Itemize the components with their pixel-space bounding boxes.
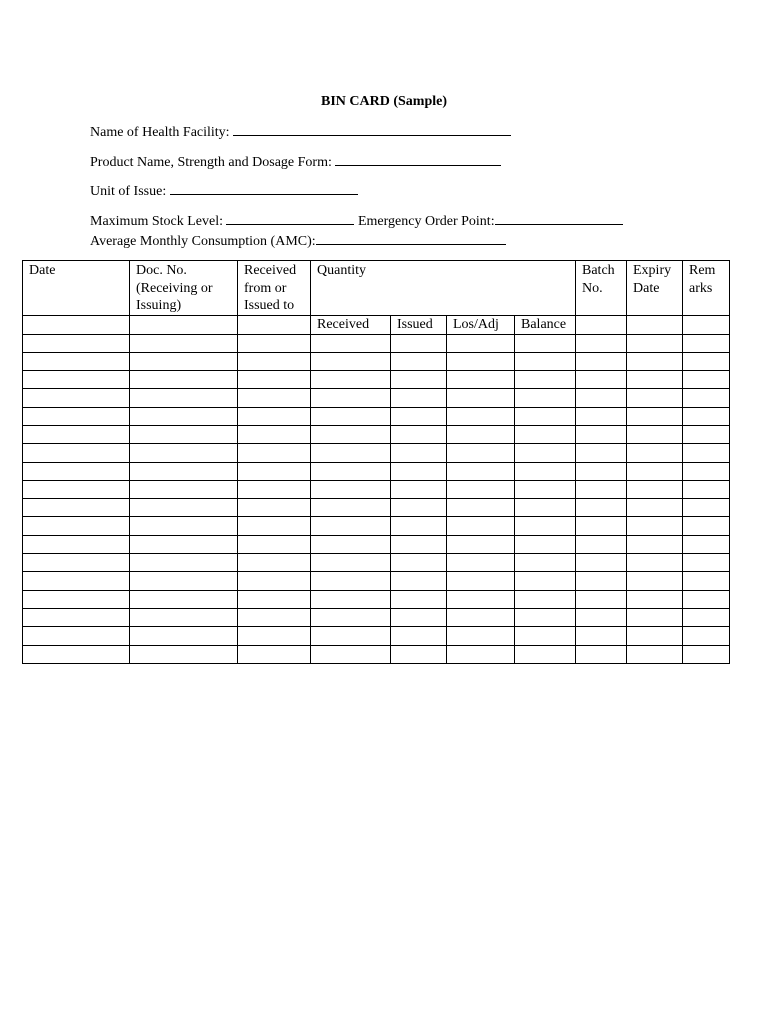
table-cell[interactable] — [627, 462, 683, 480]
table-cell[interactable] — [130, 480, 238, 498]
table-row — [23, 462, 730, 480]
table-cell[interactable] — [391, 334, 447, 352]
stock-level-field — [90, 211, 623, 231]
table-cell[interactable] — [683, 444, 730, 462]
table-cell[interactable] — [683, 572, 730, 590]
table-header-row — [23, 261, 730, 316]
table-cell[interactable] — [627, 554, 683, 572]
table-cell[interactable] — [311, 462, 391, 480]
table-cell[interactable] — [683, 608, 730, 626]
table-row — [23, 371, 730, 389]
table-cell[interactable] — [130, 499, 238, 517]
table-cell[interactable] — [576, 480, 627, 498]
table-cell[interactable] — [576, 554, 627, 572]
table-row — [23, 444, 730, 462]
max-stock-blank[interactable] — [226, 211, 354, 225]
table-cell[interactable] — [238, 407, 311, 425]
document-title: BIN CARD (Sample) — [321, 94, 447, 109]
table-cell[interactable] — [238, 371, 311, 389]
table-cell[interactable] — [311, 407, 391, 425]
table-cell[interactable] — [447, 608, 515, 626]
table-cell[interactable] — [683, 499, 730, 517]
header-received-from: Received from or Issued to — [238, 261, 311, 316]
table-cell[interactable] — [23, 645, 130, 663]
subheader-los-adj: Los/Adj — [447, 316, 515, 335]
table-cell[interactable] — [391, 535, 447, 553]
facility-label: Name of Health Facility: — [90, 125, 230, 140]
unit-field — [90, 181, 358, 201]
subheader-empty — [627, 316, 683, 335]
table-cell[interactable] — [130, 389, 238, 407]
table-cell[interactable] — [311, 352, 391, 370]
amc-blank[interactable] — [316, 231, 506, 245]
table-cell[interactable] — [447, 535, 515, 553]
table-row — [23, 645, 730, 663]
table-cell[interactable] — [683, 590, 730, 608]
table-cell[interactable] — [23, 352, 130, 370]
header-doc-no: Doc. No. (Receiving or Issuing) — [130, 261, 238, 316]
table-row — [23, 517, 730, 535]
table-cell[interactable] — [130, 590, 238, 608]
table-cell[interactable] — [391, 462, 447, 480]
unit-label: Unit of Issue: — [90, 184, 167, 199]
table-cell[interactable] — [627, 499, 683, 517]
table-cell[interactable] — [130, 425, 238, 443]
table-cell[interactable] — [23, 627, 130, 645]
table-cell[interactable] — [447, 645, 515, 663]
table-cell[interactable] — [683, 425, 730, 443]
table-cell[interactable] — [238, 645, 311, 663]
table-row — [23, 554, 730, 572]
table-row — [23, 535, 730, 553]
table-cell[interactable] — [130, 462, 238, 480]
table-cell[interactable] — [23, 590, 130, 608]
table-cell[interactable] — [391, 389, 447, 407]
table-cell[interactable] — [515, 334, 576, 352]
table-subheader-row — [23, 316, 730, 335]
table-cell[interactable] — [130, 444, 238, 462]
table-cell[interactable] — [238, 352, 311, 370]
table-cell[interactable] — [391, 425, 447, 443]
table-cell[interactable] — [576, 389, 627, 407]
facility-field — [90, 122, 511, 142]
table-row — [23, 590, 730, 608]
table-cell[interactable] — [627, 645, 683, 663]
table-cell[interactable] — [391, 645, 447, 663]
table-cell[interactable] — [130, 535, 238, 553]
table-cell[interactable] — [238, 462, 311, 480]
table-cell[interactable] — [515, 371, 576, 389]
emergency-label: Emergency Order Point: — [357, 214, 495, 229]
table-cell[interactable] — [515, 590, 576, 608]
table-cell[interactable] — [576, 517, 627, 535]
table-cell[interactable] — [683, 645, 730, 663]
table-cell[interactable] — [627, 572, 683, 590]
table-cell[interactable] — [311, 371, 391, 389]
table-cell[interactable] — [238, 590, 311, 608]
table-cell[interactable] — [391, 499, 447, 517]
product-blank[interactable] — [335, 152, 501, 166]
table-row — [23, 572, 730, 590]
table-cell[interactable] — [130, 572, 238, 590]
amc-label: Average Monthly Consumption (AMC): — [90, 234, 316, 249]
table-cell[interactable] — [576, 334, 627, 352]
table-cell[interactable] — [683, 535, 730, 553]
table-cell[interactable] — [311, 517, 391, 535]
table-cell[interactable] — [238, 425, 311, 443]
table-cell[interactable] — [515, 444, 576, 462]
table-body — [23, 334, 730, 663]
table-cell[interactable] — [515, 462, 576, 480]
header-remarks: Rem arks — [683, 261, 730, 316]
table-cell[interactable] — [683, 554, 730, 572]
table-cell[interactable] — [238, 444, 311, 462]
table-cell[interactable] — [627, 389, 683, 407]
table-row — [23, 334, 730, 352]
table-cell[interactable] — [447, 517, 515, 535]
table-cell[interactable] — [391, 371, 447, 389]
table-cell[interactable] — [683, 627, 730, 645]
table-cell[interactable] — [238, 535, 311, 553]
table-row — [23, 352, 730, 370]
table-cell[interactable] — [391, 608, 447, 626]
table-cell[interactable] — [627, 371, 683, 389]
unit-blank[interactable] — [170, 181, 358, 195]
emergency-blank[interactable] — [495, 211, 623, 225]
table-cell[interactable] — [627, 608, 683, 626]
table-cell[interactable] — [683, 462, 730, 480]
table-cell[interactable] — [311, 499, 391, 517]
table-cell[interactable] — [391, 407, 447, 425]
table-cell[interactable] — [576, 499, 627, 517]
table-cell[interactable] — [238, 334, 311, 352]
table-cell[interactable] — [576, 444, 627, 462]
table-cell[interactable] — [447, 425, 515, 443]
table-cell[interactable] — [515, 535, 576, 553]
table-cell[interactable] — [515, 389, 576, 407]
table-cell[interactable] — [391, 627, 447, 645]
header-expiry-date: Expiry Date — [627, 261, 683, 316]
table-cell[interactable] — [238, 572, 311, 590]
table-cell[interactable] — [391, 572, 447, 590]
table-cell[interactable] — [576, 371, 627, 389]
table-cell[interactable] — [130, 608, 238, 626]
table-cell[interactable] — [627, 480, 683, 498]
table-cell[interactable] — [576, 462, 627, 480]
table-cell[interactable] — [238, 554, 311, 572]
table-cell[interactable] — [130, 407, 238, 425]
table-cell[interactable] — [391, 554, 447, 572]
table-cell[interactable] — [238, 517, 311, 535]
table-cell[interactable] — [627, 535, 683, 553]
table-cell[interactable] — [447, 389, 515, 407]
table-cell[interactable] — [23, 480, 130, 498]
table-cell[interactable] — [23, 334, 130, 352]
bin-card-table — [22, 260, 730, 664]
table-cell[interactable] — [576, 590, 627, 608]
table-row — [23, 407, 730, 425]
table-cell[interactable] — [683, 371, 730, 389]
table-cell[interactable] — [391, 352, 447, 370]
table-cell[interactable] — [576, 425, 627, 443]
subheader-empty — [238, 316, 311, 335]
table-cell[interactable] — [311, 554, 391, 572]
table-cell[interactable] — [238, 627, 311, 645]
table-cell[interactable] — [23, 499, 130, 517]
table-cell[interactable] — [627, 444, 683, 462]
table-cell[interactable] — [23, 371, 130, 389]
table-cell[interactable] — [311, 645, 391, 663]
amc-field — [90, 231, 506, 251]
table-cell[interactable] — [576, 572, 627, 590]
table-cell[interactable] — [23, 517, 130, 535]
table-row — [23, 425, 730, 443]
table-cell[interactable] — [23, 425, 130, 443]
table-cell[interactable] — [627, 425, 683, 443]
subheader-empty — [576, 316, 627, 335]
table-cell[interactable] — [130, 334, 238, 352]
table-cell[interactable] — [627, 352, 683, 370]
table-cell[interactable] — [515, 554, 576, 572]
table-cell[interactable] — [627, 334, 683, 352]
subheader-balance: Balance — [515, 316, 576, 335]
table-cell[interactable] — [515, 407, 576, 425]
table-cell[interactable] — [130, 627, 238, 645]
table-cell[interactable] — [515, 517, 576, 535]
table-cell[interactable] — [23, 572, 130, 590]
table-cell[interactable] — [576, 407, 627, 425]
table-cell[interactable] — [515, 352, 576, 370]
table-cell[interactable] — [515, 645, 576, 663]
table-cell[interactable] — [311, 389, 391, 407]
table-cell[interactable] — [447, 627, 515, 645]
table-cell[interactable] — [447, 444, 515, 462]
table-cell[interactable] — [447, 334, 515, 352]
table-cell[interactable] — [311, 590, 391, 608]
table-cell[interactable] — [627, 627, 683, 645]
table-cell[interactable] — [311, 334, 391, 352]
table-cell[interactable] — [447, 590, 515, 608]
facility-blank[interactable] — [233, 122, 511, 136]
header-quantity: Quantity — [311, 261, 576, 316]
table-cell[interactable] — [447, 572, 515, 590]
table-cell[interactable] — [391, 480, 447, 498]
table-cell[interactable] — [130, 352, 238, 370]
table-row — [23, 627, 730, 645]
table-cell[interactable] — [683, 334, 730, 352]
table-cell[interactable] — [515, 572, 576, 590]
table-cell[interactable] — [447, 407, 515, 425]
table-cell[interactable] — [447, 554, 515, 572]
table-row — [23, 389, 730, 407]
subheader-issued: Issued — [391, 316, 447, 335]
table-cell[interactable] — [576, 645, 627, 663]
table-cell[interactable] — [238, 480, 311, 498]
table-cell[interactable] — [23, 444, 130, 462]
table-cell[interactable] — [447, 480, 515, 498]
header-date: Date — [23, 261, 130, 316]
subheader-empty — [23, 316, 130, 335]
header-batch-no: Batch No. — [576, 261, 627, 316]
table-cell[interactable] — [311, 572, 391, 590]
table-cell[interactable] — [627, 407, 683, 425]
subheader-empty — [130, 316, 238, 335]
product-label: Product Name, Strength and Dosage Form: — [90, 155, 332, 170]
table-cell[interactable] — [515, 480, 576, 498]
subheader-received: Received — [311, 316, 391, 335]
table-cell[interactable] — [311, 608, 391, 626]
table-cell[interactable] — [447, 371, 515, 389]
table-cell[interactable] — [311, 425, 391, 443]
table-cell[interactable] — [23, 407, 130, 425]
table-cell[interactable] — [391, 444, 447, 462]
table-row — [23, 608, 730, 626]
table-cell[interactable] — [130, 517, 238, 535]
table-cell[interactable] — [576, 535, 627, 553]
table-cell[interactable] — [683, 407, 730, 425]
table-row — [23, 499, 730, 517]
table-cell[interactable] — [627, 517, 683, 535]
table-cell[interactable] — [23, 554, 130, 572]
table-row — [23, 480, 730, 498]
table-cell[interactable] — [683, 480, 730, 498]
table-cell[interactable] — [23, 608, 130, 626]
table-cell[interactable] — [576, 627, 627, 645]
table-cell[interactable] — [311, 444, 391, 462]
table-cell[interactable] — [515, 499, 576, 517]
table-cell[interactable] — [576, 352, 627, 370]
table-cell[interactable] — [130, 645, 238, 663]
table-cell[interactable] — [238, 499, 311, 517]
subheader-empty — [683, 316, 730, 335]
table-cell[interactable] — [515, 627, 576, 645]
table-cell[interactable] — [23, 389, 130, 407]
table-cell[interactable] — [683, 389, 730, 407]
table-cell[interactable] — [130, 371, 238, 389]
table-cell[interactable] — [515, 425, 576, 443]
table-cell[interactable] — [23, 535, 130, 553]
table-cell[interactable] — [238, 389, 311, 407]
table-cell[interactable] — [447, 462, 515, 480]
max-stock-label: Maximum Stock Level: — [90, 214, 223, 229]
table-cell[interactable] — [447, 499, 515, 517]
table-cell[interactable] — [627, 590, 683, 608]
table-cell[interactable] — [391, 517, 447, 535]
table-cell[interactable] — [576, 608, 627, 626]
table-cell[interactable] — [23, 462, 130, 480]
table-cell[interactable] — [311, 480, 391, 498]
table-cell[interactable] — [391, 590, 447, 608]
table-cell[interactable] — [130, 554, 238, 572]
table-cell[interactable] — [238, 608, 311, 626]
table-cell[interactable] — [515, 608, 576, 626]
table-cell[interactable] — [311, 535, 391, 553]
table-cell[interactable] — [683, 352, 730, 370]
table-cell[interactable] — [447, 352, 515, 370]
table-cell[interactable] — [683, 517, 730, 535]
table-cell[interactable] — [311, 627, 391, 645]
product-field — [90, 152, 501, 172]
